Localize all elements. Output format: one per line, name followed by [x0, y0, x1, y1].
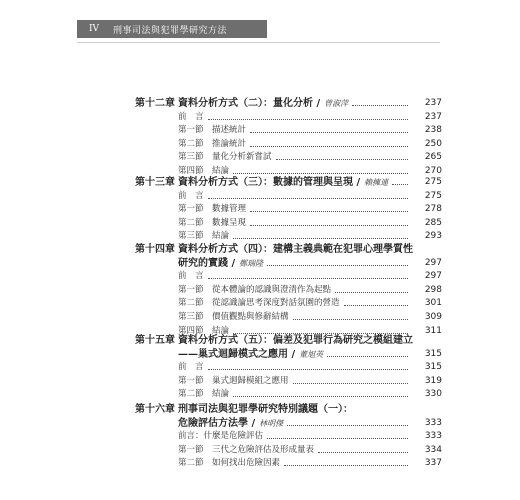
- chapter-title-text: 資料分析方式（五）：偏差及犯罪行為研究之模組建立: [178, 335, 413, 346]
- dot-leader: [208, 278, 408, 279]
- page-number: 270: [424, 166, 442, 176]
- section-label: 第二節: [178, 138, 204, 149]
- toc-entry[interactable]: [0, 284, 520, 297]
- dot-leader: [392, 184, 408, 185]
- page-number: 237: [424, 98, 442, 108]
- chapter-title: [178, 334, 413, 347]
- section-title: 數據管理: [212, 204, 247, 215]
- chapter-author: 曾淑萍: [324, 99, 349, 108]
- section-title: 結論: [212, 389, 230, 400]
- dot-leader: [267, 438, 408, 439]
- toc-entry[interactable]: [0, 203, 520, 216]
- chapter-number: 第十五章: [135, 335, 175, 346]
- section-title: 價值觀點與修辭結構: [212, 312, 289, 322]
- chapter-title: [178, 97, 348, 110]
- dot-leader: [287, 425, 408, 426]
- page-number: 265: [424, 152, 442, 163]
- toc-entry[interactable]: [0, 297, 520, 310]
- header-book-title: 刑事司法與犯罪學研究方法: [113, 25, 228, 36]
- chapter-subtitle: [178, 348, 323, 361]
- section-title: 描述統計: [212, 125, 247, 136]
- page-number: 337: [424, 458, 442, 469]
- section-label: 第四節: [178, 166, 204, 176]
- section-label: 第二節: [178, 217, 204, 228]
- section-label: 前 言: [178, 111, 204, 122]
- section-label: 第三節: [178, 152, 204, 163]
- dot-leader: [335, 292, 408, 293]
- page-number: 298: [424, 284, 442, 295]
- page-number: 301: [424, 298, 442, 309]
- chapter-number: 第十三章: [135, 177, 175, 188]
- section-title: 從本體論的認識與澄清作為起點: [212, 284, 332, 295]
- chapter-author: 賴擁連: [364, 178, 389, 187]
- toc-entry[interactable]: [0, 361, 520, 374]
- chapter-heading[interactable]: [0, 417, 520, 430]
- chapter-heading[interactable]: [0, 334, 520, 347]
- page-number: 334: [424, 444, 442, 455]
- section-label: 第二節: [178, 389, 204, 400]
- dot-leader: [293, 319, 408, 320]
- chapter-title: [178, 243, 413, 256]
- dot-leader: [208, 369, 408, 370]
- chapter-title-text: 刑事司法與犯罪學研究特別議題（一）：: [178, 404, 353, 415]
- chapter-number: 第十六章: [135, 404, 175, 415]
- chapter-title-text: 資料分析方式（二）：量化分析 /: [178, 98, 321, 109]
- dot-leader: [284, 465, 408, 466]
- section-label: 第二節: [178, 458, 204, 469]
- page-number: 311: [424, 325, 442, 336]
- chapter-title-text: 資料分析方式（三）：數據的管理與呈現 /: [178, 177, 361, 188]
- chapter-heading[interactable]: [0, 176, 520, 189]
- dot-leader: [233, 173, 408, 174]
- chapter-title-text: ——巢式迴歸模式之應用 /: [178, 348, 296, 360]
- section-label: 第一節: [178, 204, 204, 215]
- section-title: 三代之危險評估及形成量表: [212, 444, 315, 455]
- section-label: 第三節: [178, 231, 204, 242]
- toc-entry[interactable]: [0, 457, 520, 470]
- page-number: 297: [424, 257, 442, 268]
- section-label: 前 言: [178, 271, 204, 282]
- dot-leader: [250, 132, 408, 133]
- section-label: 第一節: [178, 125, 204, 136]
- chapter-author: 林明傑: [259, 418, 284, 428]
- dot-leader: [250, 225, 408, 226]
- toc-entry[interactable]: [0, 375, 520, 388]
- dot-leader: [318, 452, 408, 453]
- section-title: 量化分析新嘗試: [212, 152, 272, 163]
- chapter-heading[interactable]: [0, 257, 520, 270]
- toc-entry[interactable]: [0, 190, 520, 203]
- chapter-author: 董旭英: [299, 349, 324, 359]
- page-number: 319: [424, 375, 442, 386]
- chapter-number: 第十二章: [135, 98, 175, 109]
- section-label: 前言：什麼是危險評估: [178, 431, 264, 442]
- page-number: 278: [424, 204, 442, 215]
- chapter-number: 第十四章: [135, 244, 175, 255]
- page-number: 315: [424, 348, 442, 359]
- dot-leader: [250, 146, 408, 147]
- section-title: 從認識論思考深度對話氛圍的營造: [212, 298, 340, 309]
- dot-leader: [352, 105, 408, 106]
- toc-entry[interactable]: [0, 388, 520, 401]
- chapter-title: [178, 417, 283, 430]
- page-number: 285: [424, 217, 442, 228]
- section-label: 第二節: [178, 298, 204, 309]
- section-label: 第四節: [178, 325, 204, 336]
- page-number: 237: [424, 111, 442, 122]
- page-number: 293: [424, 231, 442, 242]
- chapter-heading[interactable]: [0, 243, 520, 256]
- chapter-title: [178, 176, 388, 189]
- section-title: 如何找出危險因素: [212, 458, 281, 469]
- toc-entry[interactable]: [0, 444, 520, 457]
- page-number: 297: [424, 271, 442, 282]
- page-number: 275: [424, 177, 442, 187]
- dot-leader: [344, 305, 408, 306]
- section-title: 結論: [212, 231, 230, 242]
- dot-leader: [327, 356, 408, 357]
- toc-entry[interactable]: [0, 230, 520, 243]
- section-title: 巢式迴歸模組之應用: [212, 375, 289, 386]
- chapter-title-text: 危險評估方法學 /: [178, 417, 256, 429]
- dot-leader: [233, 238, 408, 239]
- toc-entry[interactable]: [0, 270, 520, 283]
- dot-leader: [250, 211, 408, 212]
- dot-leader: [208, 198, 408, 199]
- toc-entry[interactable]: [0, 151, 520, 164]
- page-number: 333: [424, 431, 442, 442]
- section-title: 結論: [212, 325, 230, 336]
- section-label: 第三節: [178, 312, 204, 322]
- section-label: 第一節: [178, 284, 204, 295]
- toc-entry[interactable]: [0, 138, 520, 151]
- chapter-heading[interactable]: [0, 403, 520, 416]
- page-number: 309: [424, 312, 442, 322]
- page-number: 315: [424, 362, 442, 373]
- chapter-heading[interactable]: [0, 97, 520, 110]
- chapter-title-text: 研究的實踐 /: [178, 257, 236, 269]
- page-number: 330: [424, 389, 442, 400]
- dot-leader: [267, 265, 408, 266]
- page-number: 333: [424, 417, 442, 428]
- dot-leader: [208, 119, 408, 120]
- page-number: 238: [424, 125, 442, 136]
- chapter-title: [178, 257, 263, 270]
- section-label: 前 言: [178, 190, 204, 201]
- section-title: 推論統計: [212, 138, 247, 149]
- toc-entry[interactable]: [0, 311, 520, 324]
- toc-entry[interactable]: [0, 124, 520, 137]
- section-label: 第一節: [178, 375, 204, 386]
- section-label: 第一節: [178, 444, 204, 455]
- dot-leader: [293, 383, 408, 384]
- page-number: 275: [424, 190, 442, 201]
- chapter-heading[interactable]: [0, 348, 520, 361]
- section-title: 數據呈現: [212, 217, 247, 228]
- section-label: 前 言: [178, 362, 204, 373]
- dot-leader: [233, 396, 408, 397]
- chapter-title: [178, 403, 353, 416]
- chapter-author: 鄭瑞隆: [239, 258, 264, 268]
- toc-entry[interactable]: [0, 217, 520, 230]
- page-number: 250: [424, 138, 442, 149]
- dot-leader: [276, 159, 408, 160]
- section-title: 結論: [212, 166, 230, 176]
- chapter-title-text: 資料分析方式（四）：建構主義典範在犯罪心理學質性: [178, 244, 413, 255]
- toc-entry[interactable]: [0, 111, 520, 124]
- header-page-number: IV: [89, 24, 100, 34]
- toc-entry[interactable]: [0, 430, 520, 443]
